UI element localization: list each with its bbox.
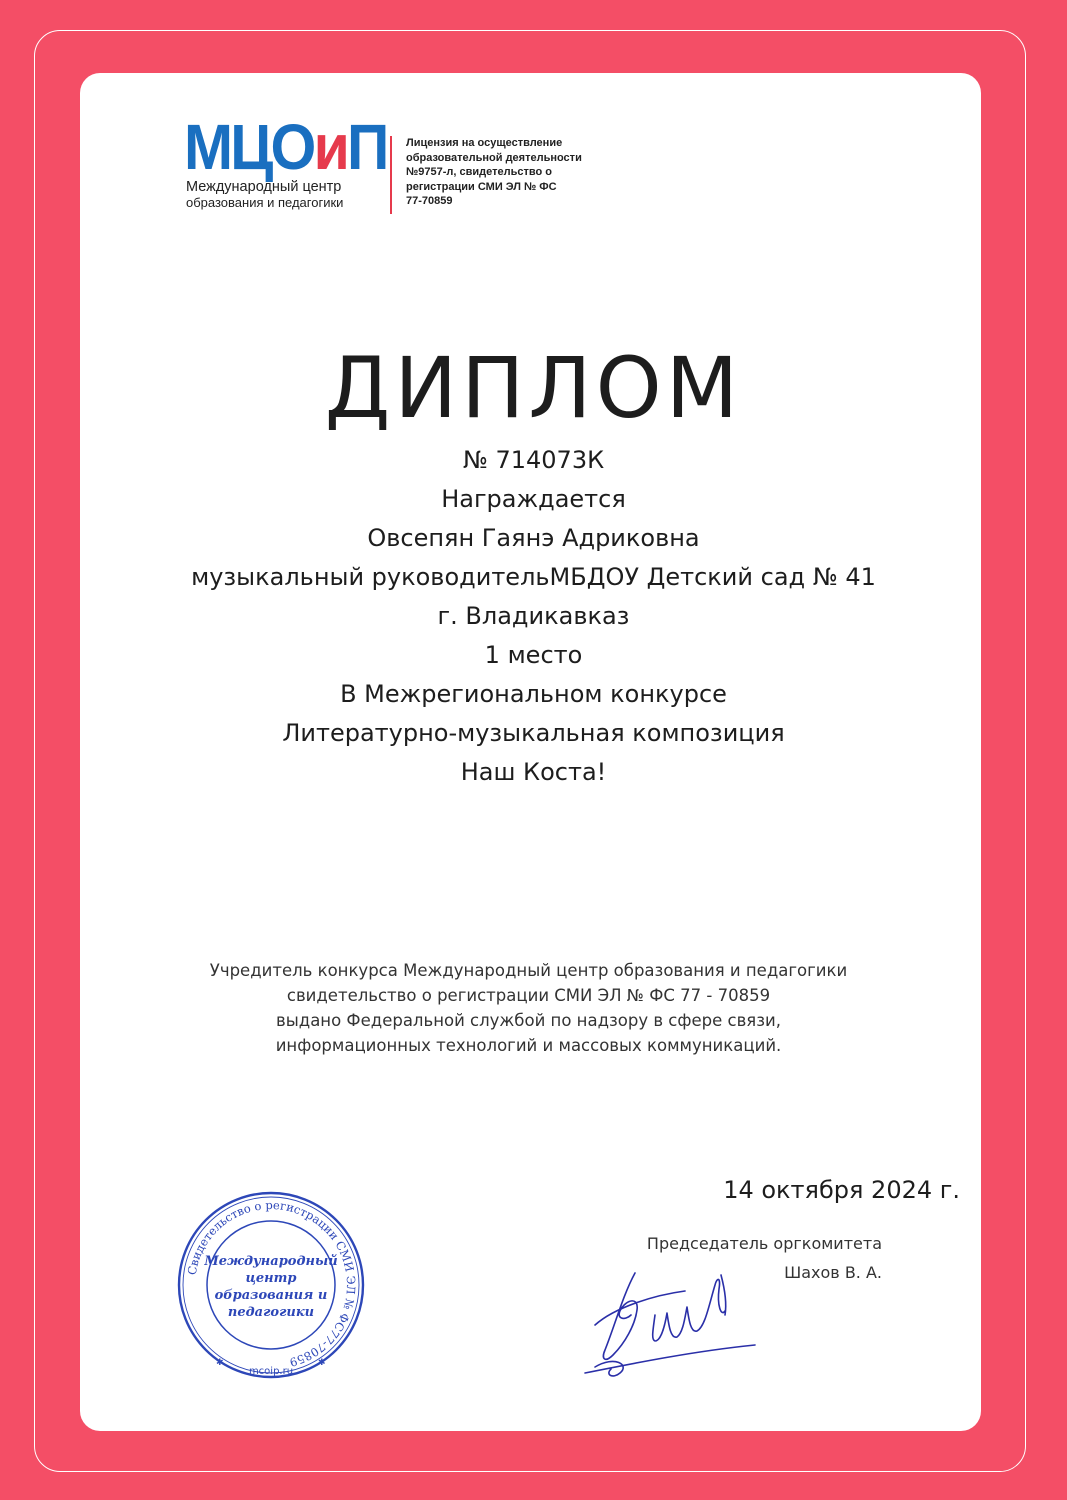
logo-abbreviation <box>184 111 387 183</box>
diploma-title: ДИПЛОМ <box>324 339 743 437</box>
license-text: Лицензия на осуществление образовательной деятельности №9757-л, свидетельство о регистрации СМИ ЭЛ № ФС 77-70859 <box>406 137 582 207</box>
contest-name: В Межрегиональном конкурсе <box>340 680 727 708</box>
awarded-label: Награждается <box>441 485 626 513</box>
stamp-site: mcoip.ru <box>248 1366 294 1377</box>
star-icon: ✱ <box>216 1358 224 1368</box>
stamp-center-text: Международный <box>204 1254 338 1269</box>
award-block <box>100 441 967 792</box>
chairman-role: Председатель оргкомитета <box>646 1234 882 1253</box>
founder-note <box>100 958 957 1058</box>
issue-date: 14 октября 2024 г. <box>723 1176 960 1204</box>
signature-stroke <box>595 1291 685 1325</box>
founder-note-line: выдано Федеральной службой по надзору в сфере связи, <box>276 1011 781 1030</box>
logo-organization-name <box>186 180 343 210</box>
stamp-center-text: центр <box>245 1271 297 1286</box>
star-icon: ✱ <box>318 1358 326 1368</box>
recipient-position: музыкальный руководительМБДОУ Детский сад № 41 <box>191 563 876 591</box>
stamp-ring-text: Свидетельство о регистрации СМИ ЭЛ № ФС77-70859 <box>184 1197 359 1370</box>
signature-stroke <box>721 1275 726 1315</box>
chairman-name: Шахов В. А. <box>784 1263 882 1282</box>
work-title: Литературно-музыкальная композиция <box>282 719 785 747</box>
founder-note-line: информационных технологий и массовых коммуникаций. <box>275 1036 782 1055</box>
founder-note-line: свидетельство о регистрации СМИ ЭЛ № ФС 77 - 70859 <box>286 986 771 1005</box>
diploma-number: № 714073К <box>462 446 605 474</box>
recipient-city: г. Владикавказ <box>437 602 630 630</box>
work-subtitle: Наш Коста! <box>460 758 607 786</box>
founder-note-line: Учредитель конкурса Международный центр образования и педагогики <box>209 961 848 980</box>
official-stamp <box>176 1180 366 1390</box>
recipient-name: Овсепян Гаянэ Адриковна <box>367 524 700 552</box>
stamp-center-text: образования и <box>214 1288 328 1303</box>
organization-logo <box>184 111 604 214</box>
logo-abbr-part: П <box>347 111 387 183</box>
logo-name-line: образования и педагогики <box>186 195 344 210</box>
logo-abbr-part: и <box>313 111 348 183</box>
stamp-center-text: педагогики <box>227 1305 315 1320</box>
handwritten-signature <box>575 1255 765 1395</box>
signature-stroke <box>653 1279 725 1341</box>
logo-abbr-part: МЦО <box>184 111 314 183</box>
logo-divider <box>390 136 392 214</box>
award-place: 1 место <box>484 641 583 669</box>
logo-name-line: Международный центр <box>186 179 342 195</box>
